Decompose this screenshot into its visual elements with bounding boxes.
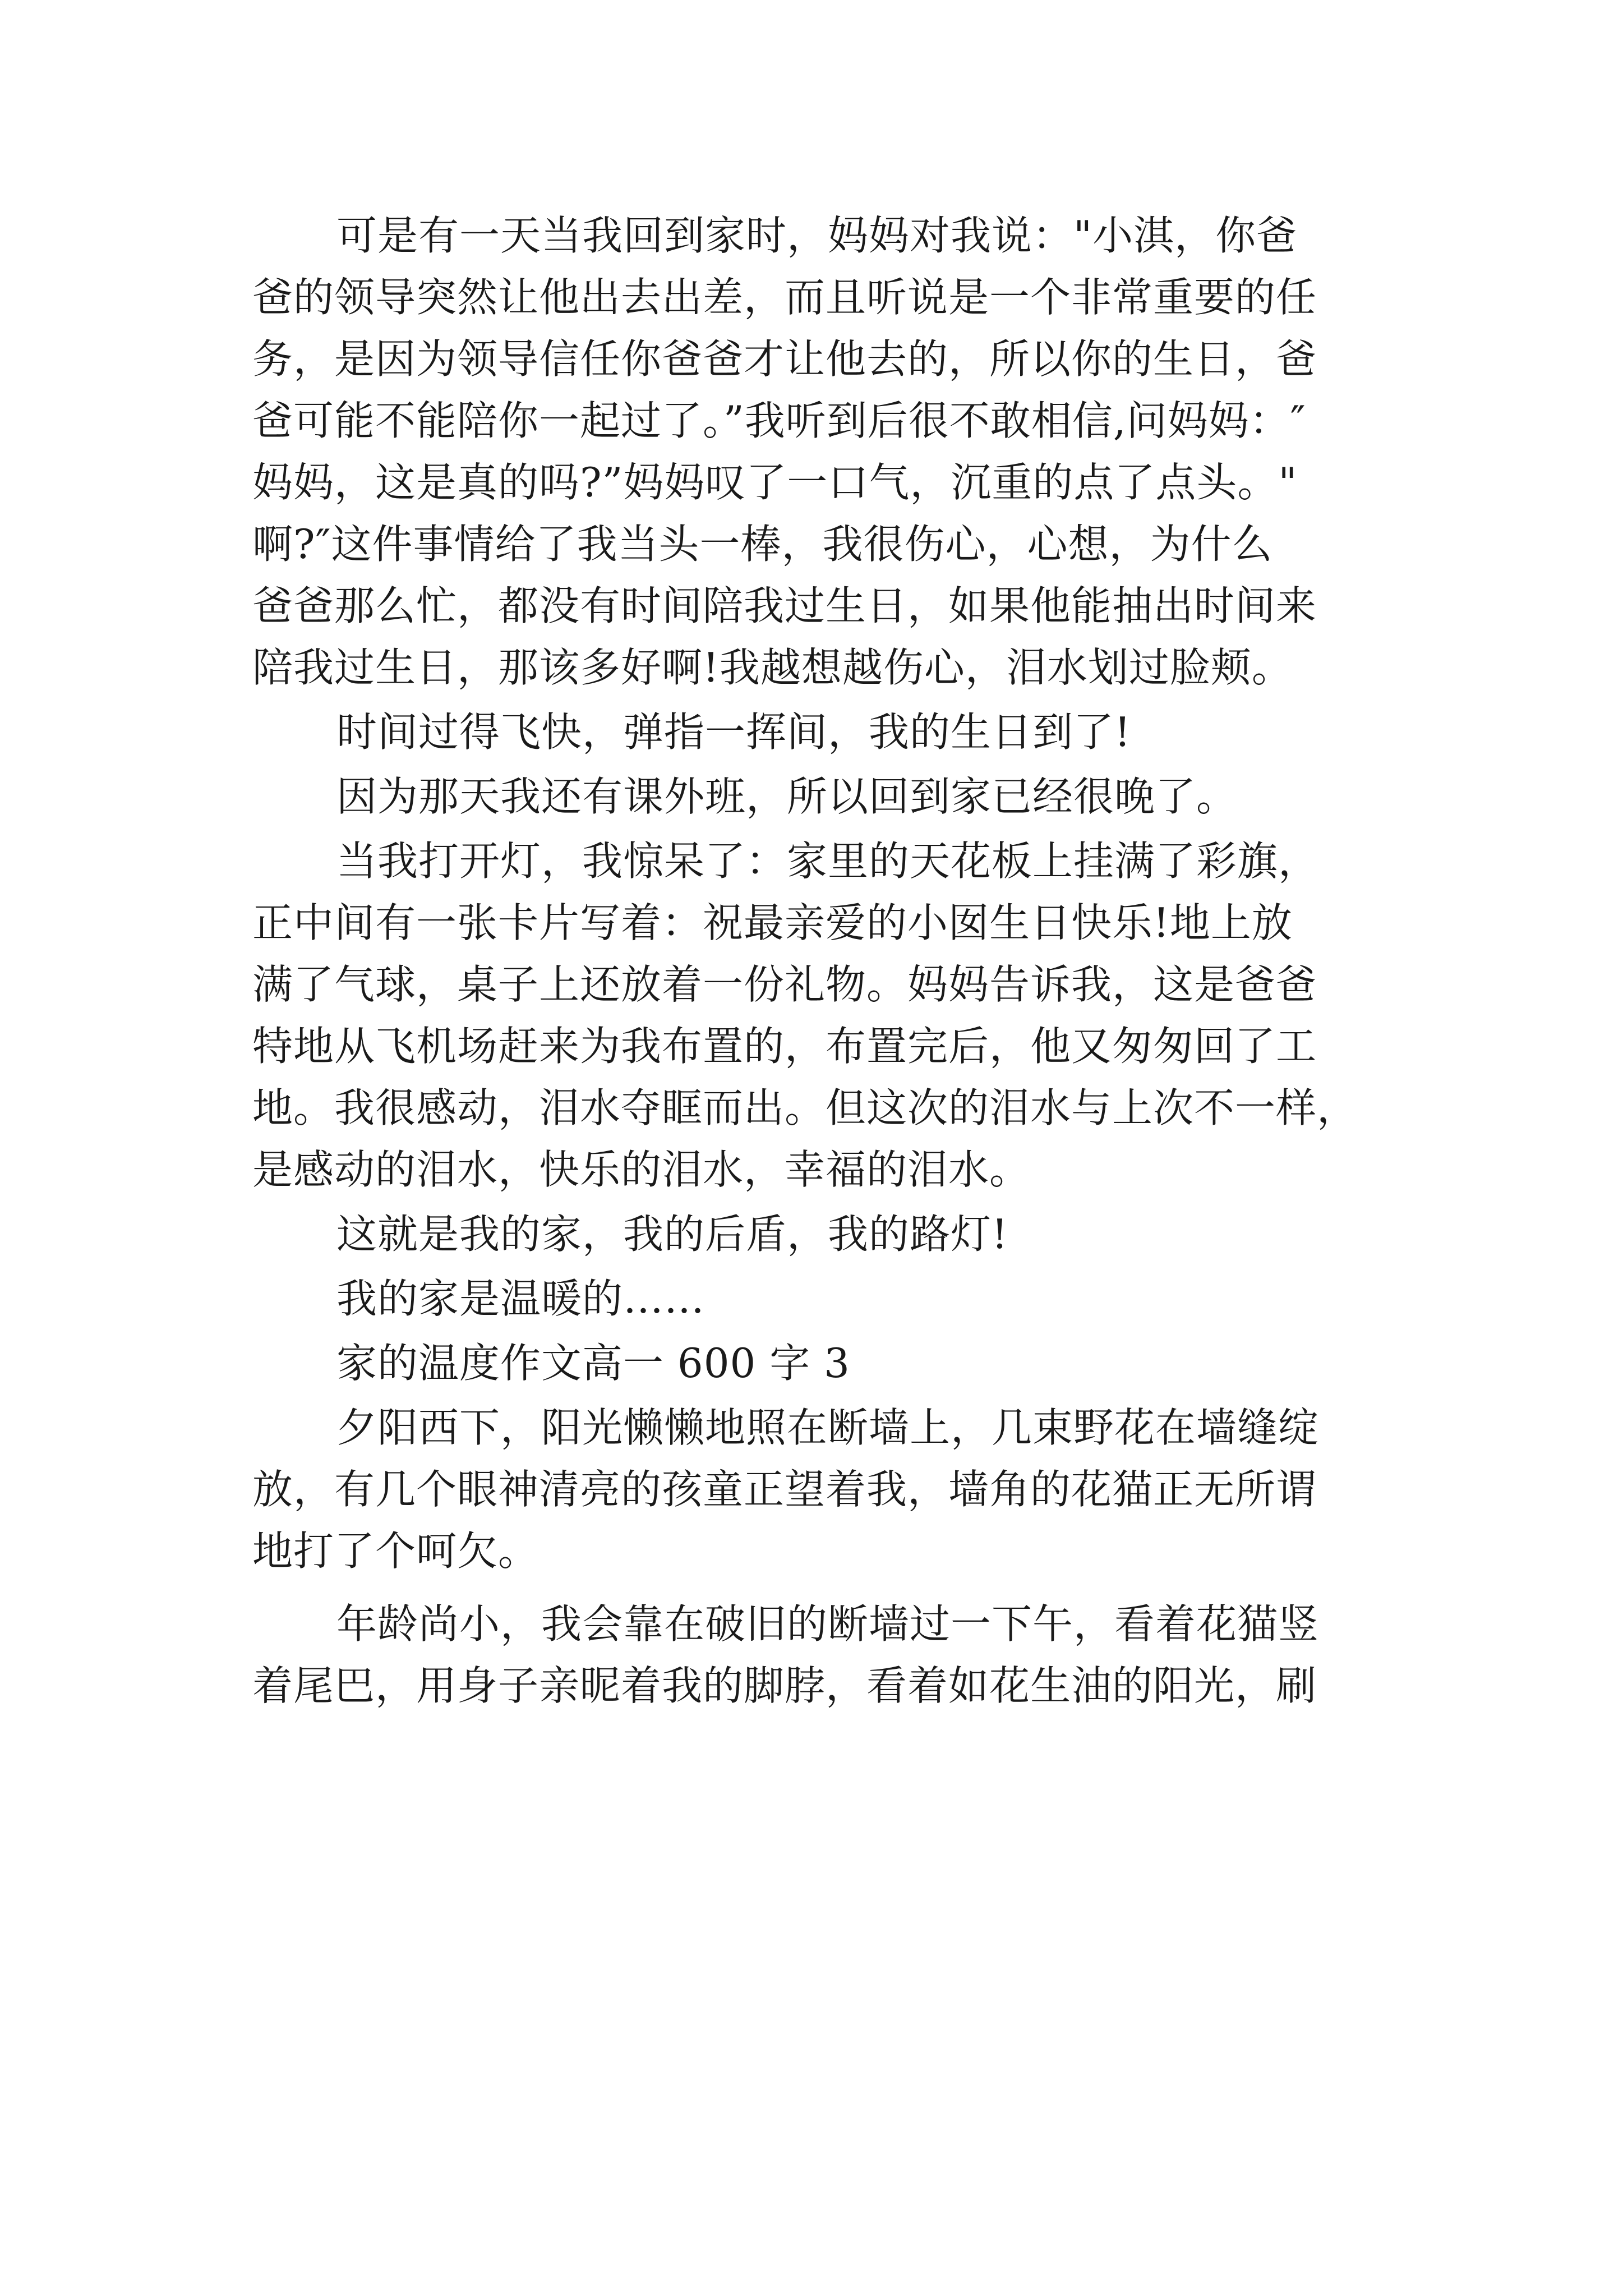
text-line: 特地从飞机场赶来为我布置的，布置完后，他又匆匆回了工 bbox=[252, 1023, 1317, 1070]
text-line: 爸可能不能陪你一起过了。”我听到后很不敢相信,问妈妈：″ bbox=[252, 397, 1306, 444]
section-heading: 家的温度作文高一 600 字 3 bbox=[336, 1340, 850, 1387]
text-line: 当我打开灯，我惊呆了：家里的天花板上挂满了彩旗， bbox=[336, 838, 1320, 885]
text-line: 着尾巴，用身子亲昵着我的脚脖，看着如花生油的阳光，刷 bbox=[252, 1662, 1317, 1709]
text-line: 陪我过生日，那该多好啊!我越想越伤心，泪水划过脸颊。 bbox=[252, 644, 1293, 691]
text-line: 是感动的泪水，快乐的泪水，幸福的泪水。 bbox=[252, 1146, 1031, 1193]
text-line: 时间过得飞快，弹指一挥间，我的生日到了! bbox=[336, 708, 1131, 756]
text-line: 夕阳西下，阳光懒懒地照在断墙上，几束野花在墙缝绽 bbox=[336, 1404, 1320, 1451]
text-line: 因为那天我还有课外班，所以回到家已经很晚了。 bbox=[336, 773, 1238, 820]
text-line: 爸的领导突然让他出去出差，而且听说是一个非常重要的任 bbox=[252, 274, 1317, 321]
text-line: 务，是因为领导信任你爸爸才让他去的，所以你的生日，爸 bbox=[252, 335, 1317, 383]
text-line: 啊?″这件事情给了我当头一棒，我很伤心，心想，为什么 bbox=[252, 521, 1273, 568]
text-line: 满了气球，桌子上还放着一份礼物。妈妈告诉我，这是爸爸 bbox=[252, 961, 1317, 1008]
text-line: 放，有几个眼神清亮的孩童正望着我，墙角的花猫正无所谓 bbox=[252, 1466, 1317, 1513]
text-line: 妈妈，这是真的吗?”妈妈叹了一口气，沉重的点了点头。" bbox=[252, 459, 1298, 506]
text-line: 正中间有一张卡片写着：祝最亲爱的小囡生日快乐!地上放 bbox=[252, 899, 1293, 946]
text-line: 爸爸那么忙，都没有时间陪我过生日，如果他能抽出时间来 bbox=[252, 582, 1317, 629]
text-line: 地。我很感动，泪水夺眶而出。但这次的泪水与上次不一样， bbox=[252, 1084, 1358, 1131]
text-line: 可是有一天当我回到家时，妈妈对我说："小淇，你爸 bbox=[336, 212, 1298, 259]
text-line: 地打了个呵欠。 bbox=[252, 1527, 540, 1575]
text-line: 这就是我的家，我的后盾，我的路灯! bbox=[336, 1211, 1008, 1258]
text-line: 我的家是温暖的…… bbox=[336, 1275, 706, 1322]
text-line: 年龄尚小，我会靠在破旧的断墙过一下午，看着花猫竖 bbox=[336, 1600, 1320, 1648]
